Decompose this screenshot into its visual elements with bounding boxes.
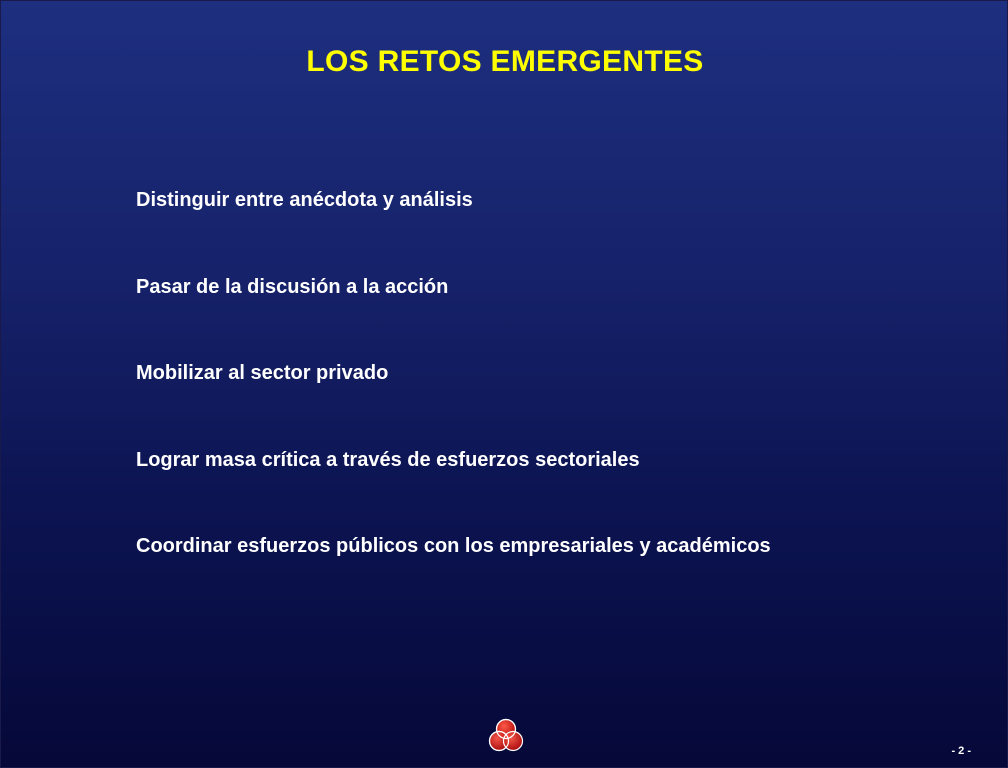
list-item: Pasar de la discusión a la acción [136,275,449,298]
page-number: - 2 - [951,745,971,757]
list-item: Coordinar esfuerzos públicos con los empresariales y académicos [136,535,771,557]
challenge-list [136,186,771,619]
list-item: Distinguir entre anécdota y análisis [136,189,473,211]
list-item: Lograr masa crítica a través de esfuerzos sectoriales [136,448,640,471]
list-item: Mobilizar al sector privado [136,362,389,384]
slide-title: LOS RETOS EMERGENTES [306,45,704,78]
three-circles-logo-icon [487,717,525,755]
